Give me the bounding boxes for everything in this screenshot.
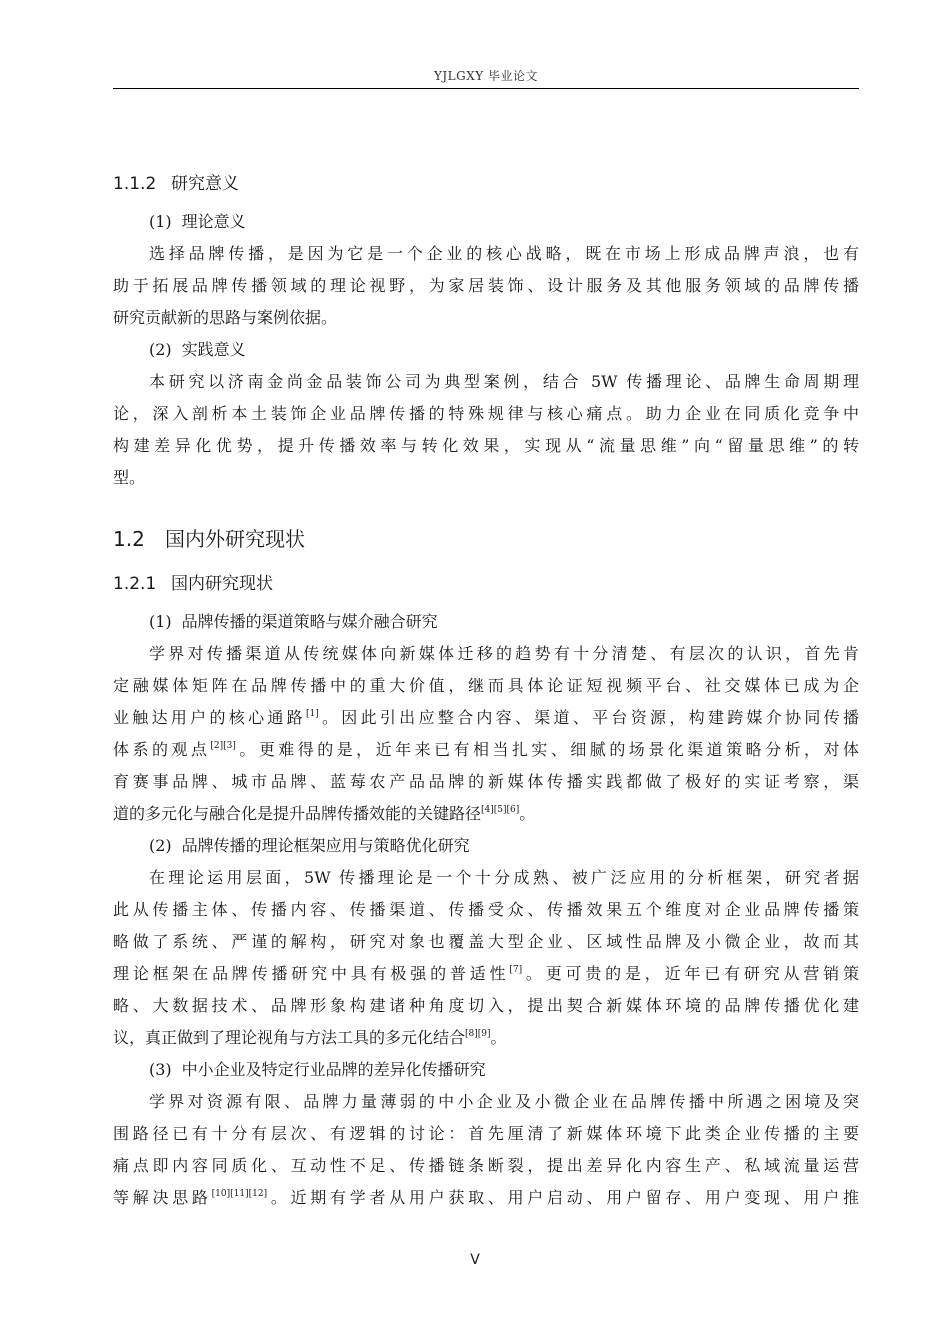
text-line: 定融媒体矩阵在品牌传播中的重大价值，继而具体论证短视频平台、社交媒体已成为企 bbox=[113, 676, 859, 695]
subheading-theory-framework bbox=[113, 830, 859, 862]
text-segment: 。更难得的是，近年来已有相当扎实、细腻的场景化渠道策略分析，对体 bbox=[235, 740, 859, 759]
text-line: 学界对资源有限、品牌力量薄弱的中小企业及小微企业在品牌传播中所遇之困境及突 bbox=[149, 1092, 859, 1111]
subheading-practice bbox=[113, 334, 859, 366]
citation-ref[interactable]: [2][3] bbox=[210, 741, 236, 751]
subheading-title: 品牌传播的理论框架应用与策略优化研究 bbox=[181, 836, 470, 855]
heading-1-2-1 bbox=[113, 570, 859, 598]
text-line: 本研究以济南金尚金品装饰公司为典型案例，结合 5W 传播理论、品牌生命周期理 bbox=[149, 372, 859, 391]
subheading-tag: (2) bbox=[149, 340, 172, 359]
heading-number: 1.1.2 bbox=[113, 174, 157, 194]
page-number: V bbox=[470, 1252, 480, 1268]
citation-ref[interactable]: [7] bbox=[509, 965, 523, 975]
text-line bbox=[113, 798, 859, 830]
heading-title: 国内研究现状 bbox=[171, 574, 273, 594]
text-line: 育赛事品牌、城市品牌、蓝莓农产品品牌的新媒体传播实践都做了极好的实证考察，渠 bbox=[113, 772, 859, 791]
text-line: 围路径已有十分有层次、有逻辑的讨论：首先厘清了新媒体环境下此类企业传播的主要 bbox=[113, 1124, 859, 1143]
text-line bbox=[113, 1022, 859, 1054]
subheading-theory bbox=[113, 206, 859, 238]
text-segment: 等解决思路 bbox=[113, 1188, 212, 1207]
citation-ref[interactable]: [8][9] bbox=[465, 1029, 491, 1039]
paragraph-theory-framework bbox=[113, 862, 859, 1054]
text-line: 痛点即内容同质化、互动性不足、传播链条断裂，提出差异化内容生产、私域流量运营 bbox=[113, 1156, 859, 1175]
page-header: YJLGXY 毕业论文 bbox=[433, 69, 539, 83]
citation-ref[interactable]: [10][11][12] bbox=[211, 1189, 268, 1199]
text-segment: 。更可贵的是，近年已有研究从营销策 bbox=[522, 964, 859, 983]
text-line: 略做了系统、严谨的解构，研究对象也覆盖大型企业、区域性品牌及小微企业，故而其 bbox=[113, 932, 859, 951]
subheading-tag: (1) bbox=[149, 612, 172, 631]
text-segment: 体系的观点 bbox=[113, 740, 211, 759]
heading-title: 国内外研究现状 bbox=[165, 527, 305, 551]
document-body bbox=[113, 170, 859, 1214]
heading-number: 1.2 bbox=[113, 527, 145, 551]
heading-1-2 bbox=[113, 522, 859, 556]
text-line bbox=[113, 702, 859, 734]
subheading-title: 理论意义 bbox=[181, 212, 246, 231]
subheading-tag: (3) bbox=[149, 1060, 172, 1079]
subheading-tag: (2) bbox=[149, 836, 172, 855]
subheading-tag: (1) bbox=[149, 212, 172, 231]
text-line bbox=[113, 734, 859, 766]
text-line: 助于拓展品牌传播领域的理论视野，为家居装饰、设计服务及其他服务领域的品牌传播 bbox=[113, 276, 859, 295]
text-line: 研究贡献新的思路与案例依据。 bbox=[113, 308, 338, 327]
text-line bbox=[113, 1182, 859, 1214]
paragraph-practice bbox=[113, 366, 859, 494]
paragraph-channel-strategy bbox=[113, 638, 859, 830]
text-line: 此从传播主体、传播内容、传播渠道、传播受众、传播效果五个维度对企业品牌传播策 bbox=[113, 900, 859, 919]
subheading-sme-differentiation bbox=[113, 1054, 859, 1086]
citation-ref[interactable]: [4][5][6] bbox=[481, 805, 520, 815]
citation-ref[interactable]: [1] bbox=[305, 709, 319, 719]
text-line: 略、大数据技术、品牌形象构建诸种角度切入，提出契合新媒体环境的品牌传播优化建 bbox=[113, 996, 859, 1015]
heading-1-1-2 bbox=[113, 170, 859, 198]
text-line: 型。 bbox=[113, 468, 146, 487]
text-segment: 业触达用户的核心通路 bbox=[113, 708, 306, 727]
text-segment: 。 bbox=[490, 1028, 507, 1047]
subheading-channel-strategy bbox=[113, 606, 859, 638]
subheading-title: 实践意义 bbox=[181, 340, 246, 359]
text-segment: 。近期有学者从用户获取、用户启动、用户留存、用户变现、用户推 bbox=[267, 1188, 859, 1207]
text-segment: 。 bbox=[519, 804, 536, 823]
paragraph-sme-differentiation bbox=[113, 1086, 859, 1214]
text-line: 构建差异化优势，提升传播效率与转化效果，实现从“流量思维”向“留量思维”的转 bbox=[113, 436, 859, 455]
text-line: 论，深入剖析本土装饰企业品牌传播的特殊规律与核心痛点。助力企业在同质化竞争中 bbox=[113, 404, 859, 423]
text-segment: 道的多元化与融合化是提升品牌传播效能的关键路径 bbox=[113, 804, 482, 823]
text-segment: 。因此引出应整合内容、渠道、平台资源，构建跨媒介协同传播 bbox=[318, 708, 859, 727]
paragraph-theory bbox=[113, 238, 859, 334]
text-segment: 理论框架在品牌传播研究中具有极强的普适性 bbox=[113, 964, 510, 983]
text-line: 学界对传播渠道从传统媒体向新媒体迁移的趋势有十分清楚、有层次的认识，首先肯 bbox=[149, 644, 859, 663]
text-line bbox=[113, 958, 859, 990]
text-line: 在理论运用层面，5W 传播理论是一个十分成熟、被广泛应用的分析框架，研究者据 bbox=[149, 868, 859, 887]
text-segment: 议，真正做到了理论视角与方法工具的多元化结合 bbox=[113, 1028, 466, 1047]
header-rule bbox=[113, 88, 859, 89]
subheading-title: 中小企业及特定行业品牌的差异化传播研究 bbox=[181, 1060, 486, 1079]
text-line: 选择品牌传播，是因为它是一个企业的核心战略，既在市场上形成品牌声浪，也有 bbox=[149, 244, 859, 263]
heading-number: 1.2.1 bbox=[113, 574, 157, 594]
heading-title: 研究意义 bbox=[171, 174, 239, 194]
subheading-title: 品牌传播的渠道策略与媒介融合研究 bbox=[181, 612, 438, 631]
